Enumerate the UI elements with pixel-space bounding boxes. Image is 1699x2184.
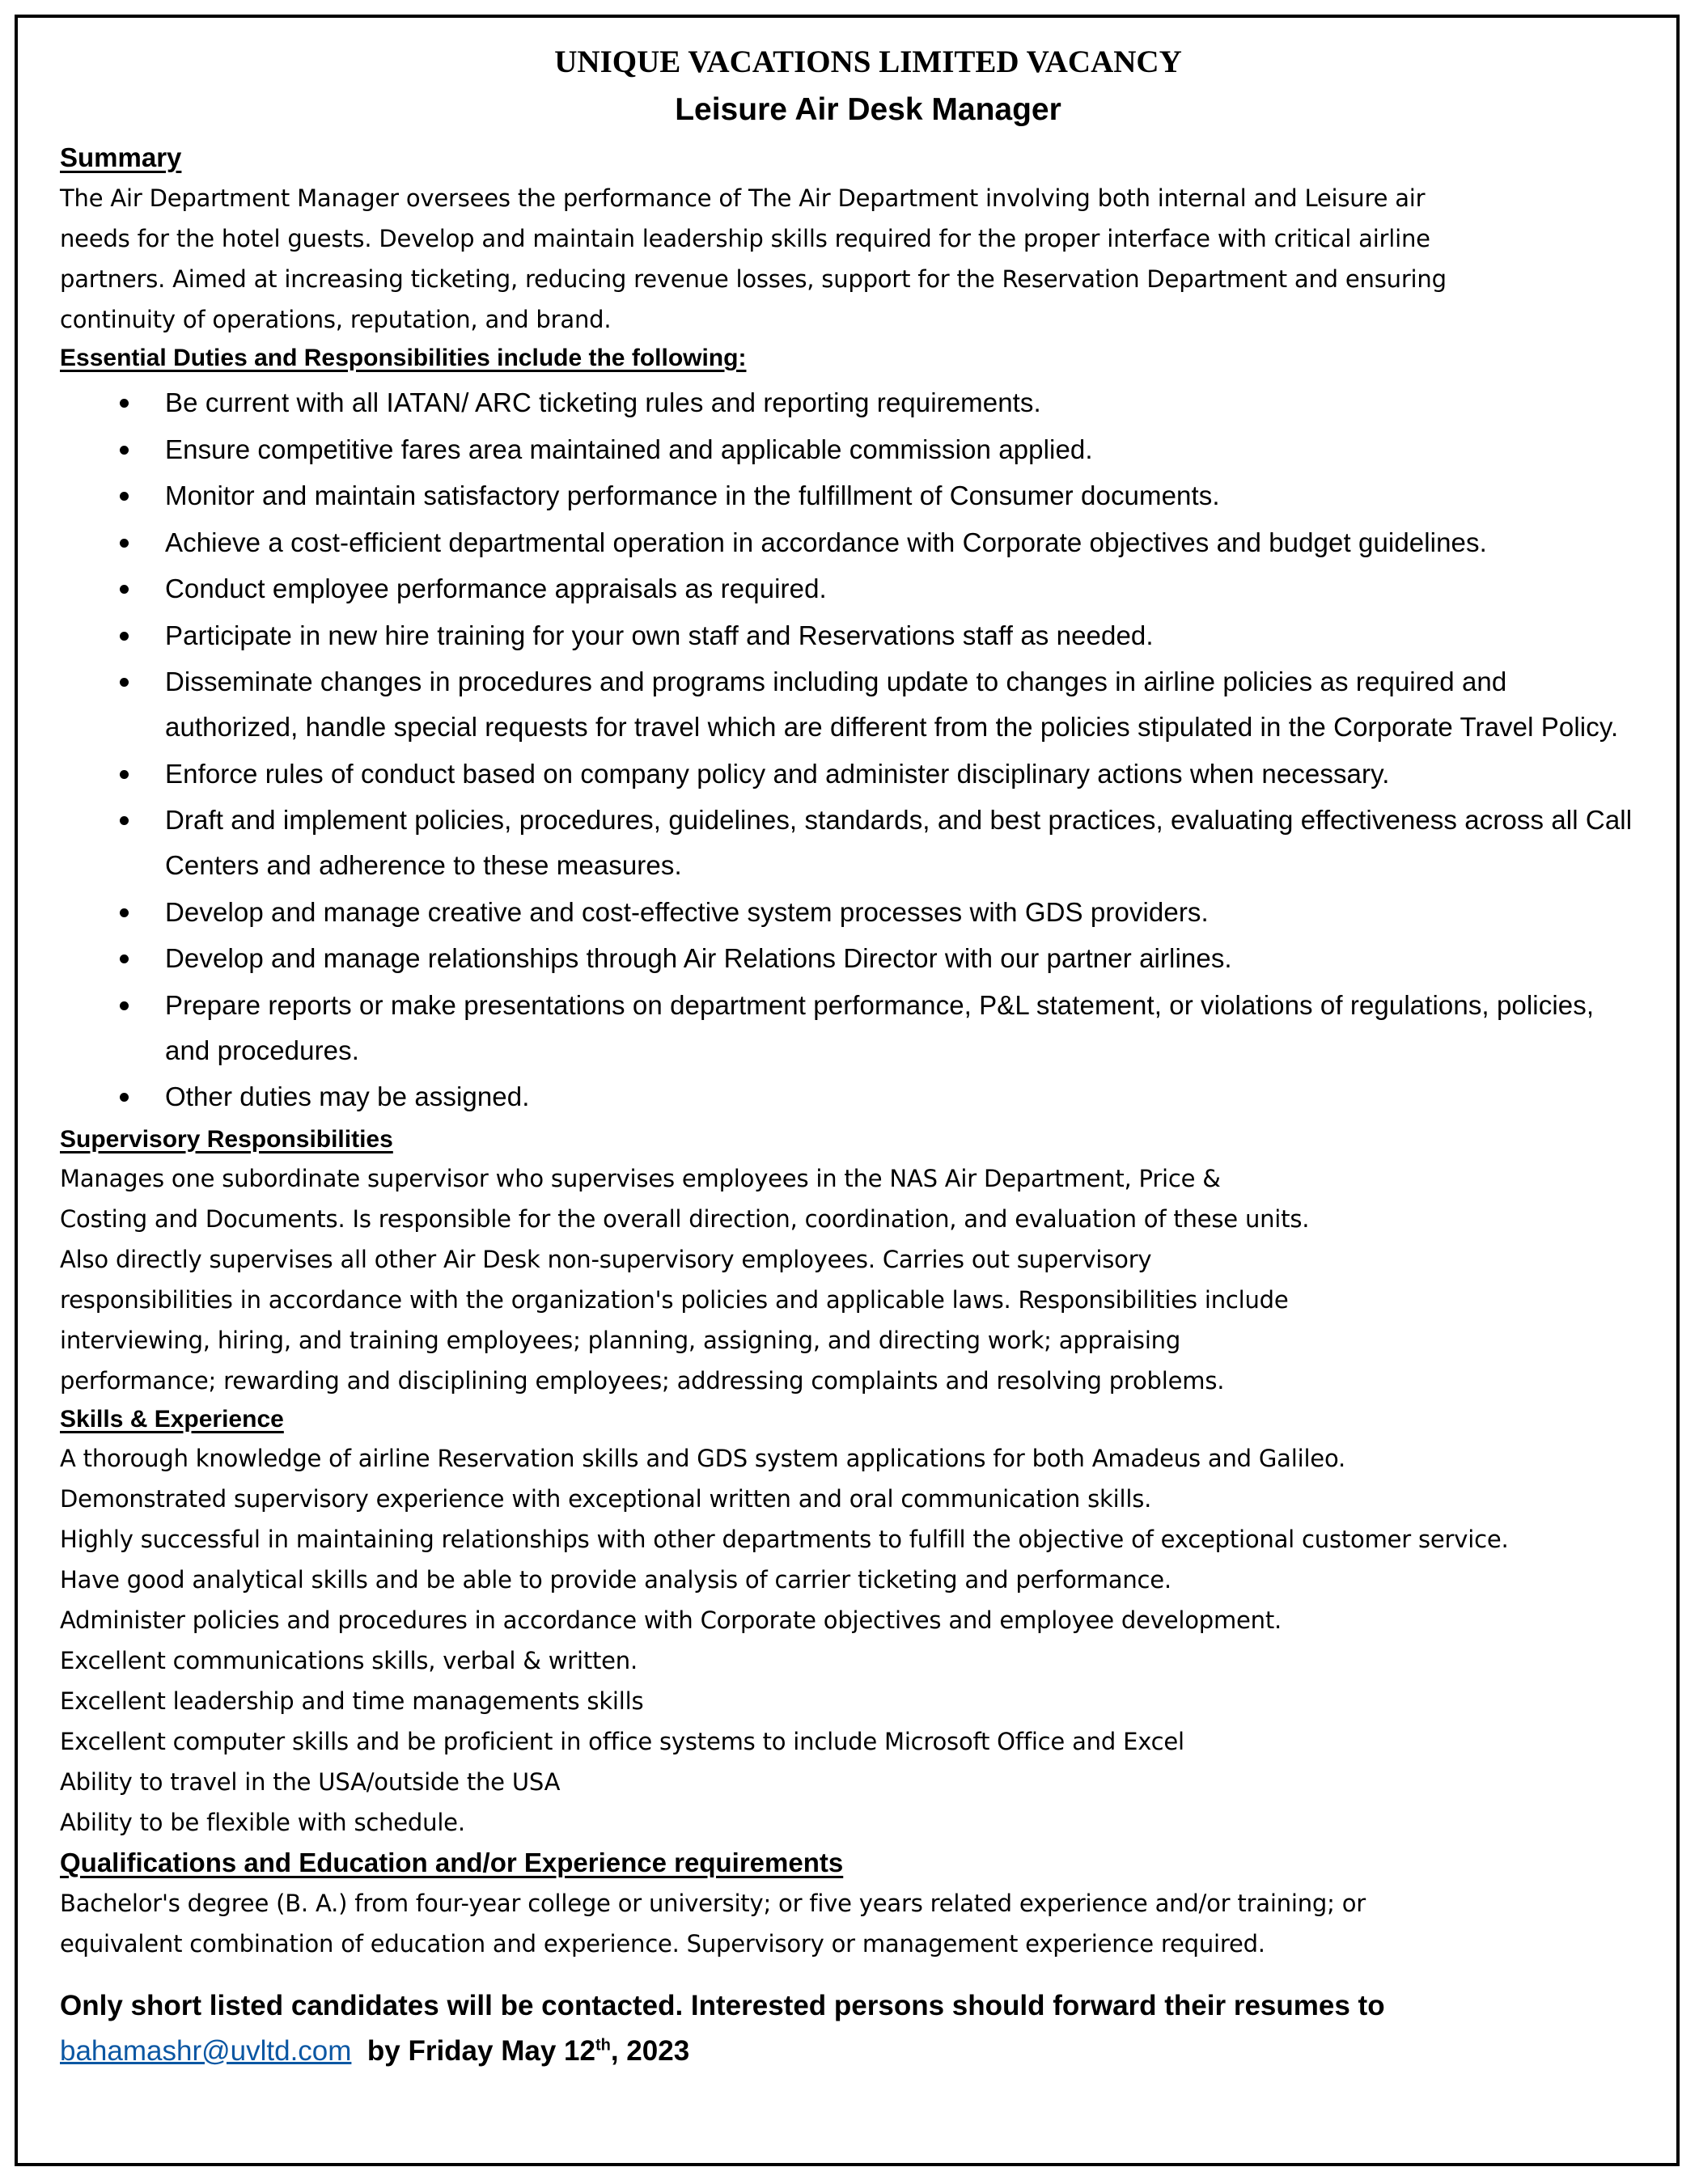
summary-section xyxy=(60,138,1646,340)
skills-line: Excellent computer skills and be proficient in office systems to include Microsoft Office and Excel xyxy=(60,1727,1184,1755)
bullet-icon xyxy=(120,816,129,825)
duty-item xyxy=(60,520,1646,565)
bullet-icon xyxy=(120,954,129,963)
duty-text: Enforce rules of conduct based on company policy and administer disciplinary actions when necessary. xyxy=(165,758,1390,789)
deadline-year: , 2023 xyxy=(610,2034,690,2067)
bullet-icon xyxy=(120,585,129,594)
duty-text: Disseminate changes in procedures and programs including update to changes in airline policies as required and authorized, handle special requests for travel which are different from the policies stipulated in the Corporate Travel Policy. xyxy=(165,667,1619,742)
summary-text xyxy=(60,178,1646,340)
document-title: UNIQUE VACATIONS LIMITED VACANCY xyxy=(554,44,1182,79)
summary-line: needs for the hotel guests. Develop and maintain leadership skills required for the proper interface with critical airline xyxy=(60,225,1430,252)
duty-item xyxy=(60,613,1646,658)
bullet-icon xyxy=(120,770,129,779)
bullet-icon xyxy=(120,539,129,548)
supervisory-line: Also directly supervises all other Air Desk non-supervisory employees. Carries out supervisory xyxy=(60,1245,1152,1273)
duty-text: Prepare reports or make presentations on department performance, P&L statement, or violations of regulations, policies, and procedures. xyxy=(165,989,1595,1065)
qualifications-section xyxy=(60,1843,1646,1964)
skills-section xyxy=(60,1401,1646,1843)
summary-line: continuity of operations, reputation, and brand. xyxy=(60,306,612,333)
skills-line: Ability to travel in the USA/outside the USA xyxy=(60,1767,561,1796)
skills-line: Demonstrated supervisory experience with exceptional written and oral communication skills. xyxy=(60,1484,1152,1513)
bullet-icon xyxy=(120,1093,129,1102)
skills-line: Administer policies and procedures in accordance with Corporate objectives and employee development. xyxy=(60,1606,1282,1634)
supervisory-heading: Supervisory Responsibilities xyxy=(60,1125,393,1153)
skills-line: Ability to be flexible with schedule. xyxy=(60,1808,465,1836)
duty-item xyxy=(60,566,1646,612)
closing-contact-line xyxy=(60,2029,1646,2074)
duty-text: Achieve a cost-efficient departmental operation in accordance with Corporate objectives and budget guidelines. xyxy=(165,527,1487,557)
duty-text: Be current with all IATAN/ ARC ticketing rules and reporting requirements. xyxy=(165,387,1041,417)
deadline-text: by Friday May 12 xyxy=(366,2034,595,2067)
supervisory-line: Costing and Documents. Is responsible for the overall direction, coordination, and evaluation of these units. xyxy=(60,1204,1310,1233)
duty-item xyxy=(60,659,1646,750)
qualifications-text xyxy=(60,1883,1646,1964)
summary-line: The Air Department Manager oversees the performance of The Air Department involving both internal and Leisure air xyxy=(60,184,1426,212)
vacancy-document xyxy=(60,39,1646,2074)
supervisory-line: Manages one subordinate supervisor who supervises employees in the NAS Air Department, Price & xyxy=(60,1164,1221,1192)
qualifications-line: equivalent combination of education and experience. Supervisory or management experience required. xyxy=(60,1929,1265,1958)
summary-heading: Summary xyxy=(60,142,182,172)
duty-text: Monitor and maintain satisfactory performance in the fulfillment of Consumer documents. xyxy=(165,480,1220,510)
duties-list xyxy=(60,380,1646,1120)
duty-item xyxy=(60,983,1646,1073)
duty-text: Develop and manage relationships through Air Relations Director with our partner airlines. xyxy=(165,943,1232,973)
duty-text: Ensure competitive fares area maintained and applicable commission applied. xyxy=(165,434,1093,464)
supervisory-section xyxy=(60,1121,1646,1401)
qualifications-heading: Qualifications and Education and/or Experience requirements xyxy=(60,1847,844,1877)
duty-item xyxy=(60,936,1646,981)
skills-line: Excellent communications skills, verbal & written. xyxy=(60,1646,638,1674)
skills-line: Highly successful in maintaining relationships with other departments to fulfill the objective of exceptional customer service. xyxy=(60,1525,1509,1553)
duty-item xyxy=(60,751,1646,797)
skills-line: Have good analytical skills and be able to provide analysis of carrier ticketing and performance. xyxy=(60,1565,1172,1594)
duty-item xyxy=(60,890,1646,935)
duty-text: Develop and manage creative and cost-effective system processes with GDS providers. xyxy=(165,896,1209,927)
closing-statement: Only short listed candidates will be contacted. Interested persons should forward their resumes to xyxy=(60,1989,1385,2021)
bullet-icon xyxy=(120,678,129,687)
supervisory-line: performance; rewarding and disciplining employees; addressing complaints and resolving problems. xyxy=(60,1366,1225,1395)
supervisory-line: interviewing, hiring, and training employees; planning, assigning, and directing work; appraising xyxy=(60,1326,1181,1354)
duty-text: Conduct employee performance appraisals as required. xyxy=(165,574,827,603)
skills-line: A thorough knowledge of airline Reservation skills and GDS system applications for both Amadeus and Galileo. xyxy=(60,1444,1345,1472)
duty-text: Participate in new hire training for your own staff and Reservations staff as needed. xyxy=(165,620,1154,650)
supervisory-text xyxy=(60,1158,1646,1401)
duty-item xyxy=(60,380,1646,425)
deadline-ordinal: th xyxy=(595,2035,611,2054)
duties-section xyxy=(60,340,1646,1120)
duty-item xyxy=(60,798,1646,888)
skills-text xyxy=(60,1438,1646,1843)
bullet-icon xyxy=(120,908,129,917)
duty-text: Draft and implement policies, procedures, guidelines, standards, and best practices, evaluating effectiveness across all Call Centers and adherence to these measures. xyxy=(165,805,1633,880)
skills-line: Excellent leadership and time managements skills xyxy=(60,1687,644,1715)
closing-section xyxy=(60,1983,1646,2074)
email-link[interactable]: bahamashr@uvltd.com xyxy=(60,2034,352,2067)
bullet-icon xyxy=(120,1001,129,1010)
duty-item xyxy=(60,1074,1646,1120)
duty-item xyxy=(60,427,1646,472)
duty-item xyxy=(60,473,1646,518)
bullet-icon xyxy=(120,632,129,641)
bullet-icon xyxy=(120,492,129,501)
duty-text: Other duties may be assigned. xyxy=(165,1081,530,1111)
bullet-icon xyxy=(120,446,129,455)
summary-line: partners. Aimed at increasing ticketing, reducing revenue losses, support for the Reservation Department and ensuring xyxy=(60,265,1447,293)
position-title: Leisure Air Desk Manager xyxy=(675,92,1061,127)
bullet-icon xyxy=(120,399,129,408)
duties-heading: Essential Duties and Responsibilities include the following: xyxy=(60,345,747,371)
skills-heading: Skills & Experience xyxy=(60,1405,284,1433)
qualifications-line: Bachelor's degree (B. A.) from four-year college or university; or five years related experience and/or training; or xyxy=(60,1889,1366,1917)
supervisory-line: responsibilities in accordance with the organization's policies and applicable laws. Responsibilities include xyxy=(60,1285,1289,1314)
